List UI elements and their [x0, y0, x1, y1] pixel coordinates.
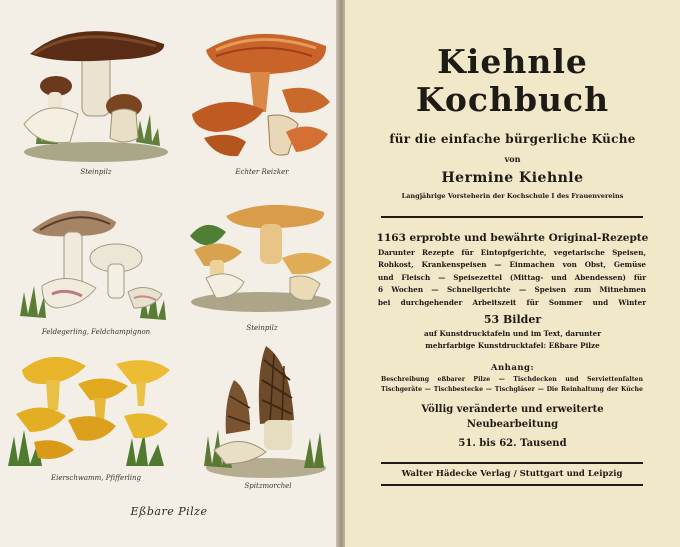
book-title-line1: Kiehnle: [437, 42, 588, 81]
recipes-line: Rohkost, Krankenspeisen — Einmachen von Obst, Gemüse: [378, 260, 646, 270]
recipes-line: bei durchgehender Arbeitszeit für Sommer und Winter: [378, 297, 646, 307]
plate-caption: Spitzmorchel: [244, 482, 292, 490]
appendix-description: [381, 375, 643, 394]
plate-caption: Echter Reizker: [235, 168, 289, 176]
plate-caption: Steinpilz: [246, 324, 278, 332]
recipes-line: 6 Wochen — Schnellgerichte — Speisen zum Mitnehmen: [378, 285, 646, 295]
recipes-heading: 1163 erprobte und bewährte Original-Rezepte: [376, 232, 649, 244]
left-page-plate: [0, 0, 338, 547]
author-prefix: von: [504, 154, 521, 164]
plate-feldegerling-illustration: [16, 196, 174, 322]
images-line: auf Kunstdrucktafeln und im Text, darunter: [423, 329, 601, 338]
author-role: Langjährige Vorsteherin der Kochschule I des Frauenvereins: [401, 192, 624, 200]
recipes-line: und Fleisch — Speisezettel (Mittag- und Abendessen) für: [378, 272, 646, 282]
book-subtitle: für die einfache bürgerliche Küche: [389, 132, 636, 146]
publisher-line: Walter Hädecke Verlag / Stuttgart und Leipzig: [381, 462, 643, 486]
divider-rule: [381, 216, 643, 218]
plate-morchel-illustration: [200, 340, 332, 480]
appendix-heading: Anhang:: [490, 363, 535, 373]
edition-line: Neubearbeitung: [466, 419, 559, 430]
print-run: 51. bis 62. Tausend: [458, 438, 567, 449]
edition-line: Völlig veränderte und erweiterte: [421, 404, 604, 415]
recipes-description: [378, 247, 646, 309]
images-line: mehrfarbige Kunstdrucktafel: Eßbare Pilze: [425, 341, 600, 350]
plate-caption: Steinpilz: [80, 168, 112, 176]
book-title-line2: Kochbuch: [415, 80, 610, 119]
plate-caption: Feldegerling, Feldchampignon: [41, 328, 151, 336]
plate-steinpilz-illustration: [16, 14, 174, 164]
plate-reizker-illustration: [186, 16, 336, 164]
images-count: 53 Bilder: [483, 313, 542, 326]
plate-pfifferling-illustration: [8, 350, 178, 468]
plate-steinpilz-2-illustration: [186, 196, 336, 314]
right-page-title: [345, 0, 680, 547]
author-name: Hermine Kiehnle: [441, 170, 584, 186]
recipes-line: Darunter Rezepte für Eintopfgerichte, vegetarische Speisen,: [378, 248, 646, 257]
appendix-line: Tischgeräte — Tischbestecke — Tischgläser — Die Reinhaltung der Küche: [381, 385, 643, 393]
plate-caption: Eierschwamm, Pfifferling: [50, 474, 142, 482]
plate-footer-title: Eßbare Pilze: [130, 505, 208, 518]
appendix-line: Beschreibung eßbarer Pilze — Tischdecken und Serviettenfalten: [381, 376, 643, 383]
